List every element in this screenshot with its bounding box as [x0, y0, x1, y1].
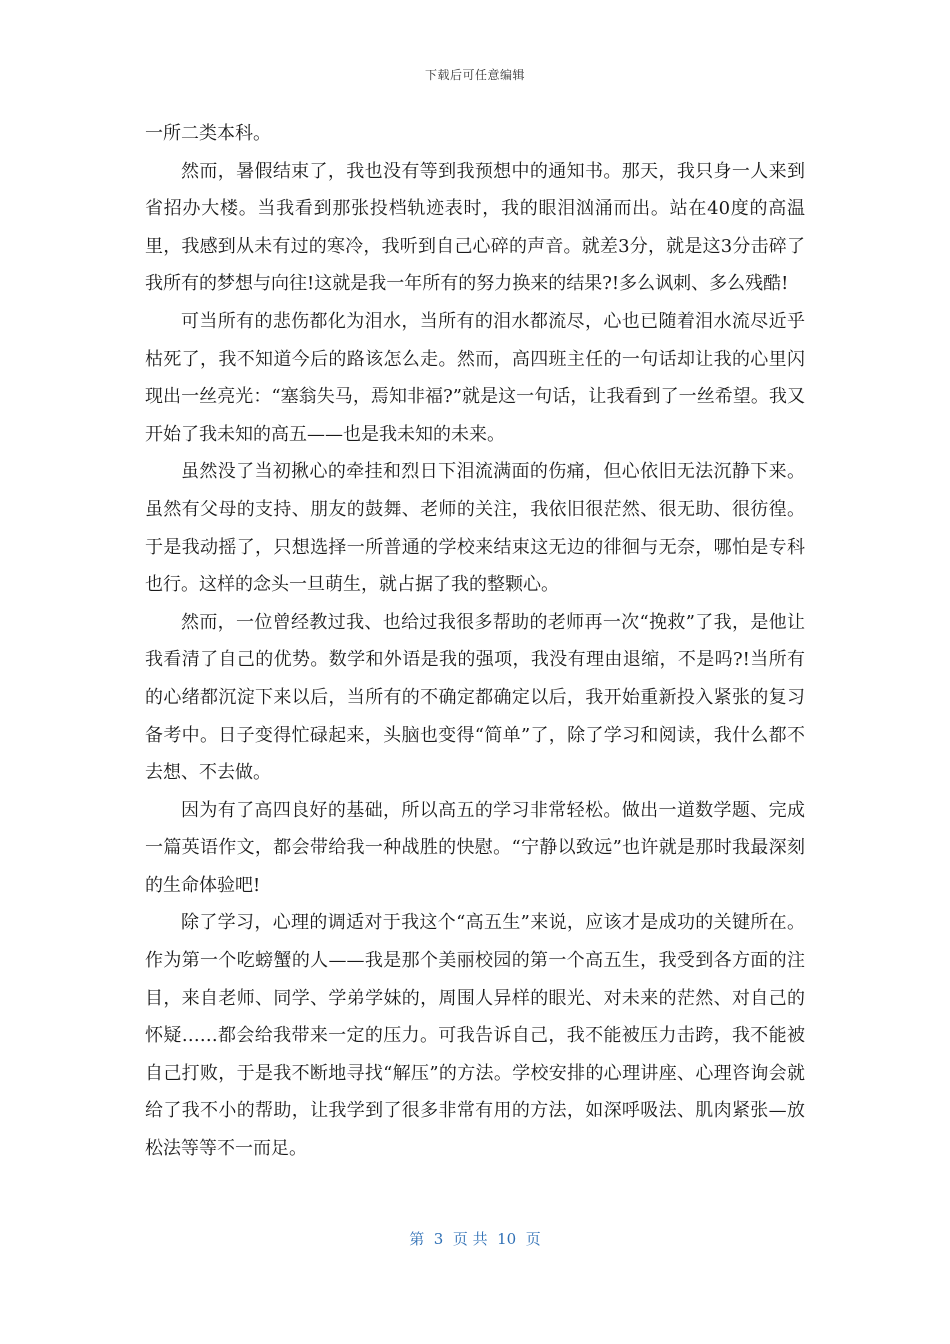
paragraph: 因为有了高四良好的基础，所以高五的学习非常轻松。做出一道数学题、完成一篇英语作文，都会带给我一种战胜的快慰。“宁静以致远”也许就是那时我最深刻的生命体验吧!	[145, 799, 805, 896]
paragraph: 然而，一位曾经教过我、也给过我很多帮助的老师再一次“挽救”了我，是他让我看清了自己的优势。数学和外语是我的强项，我没有理由退缩，不是吗?!当所有的心绪都沉淀下来以后，当所有的不确定都确定以后，我开始重新投入紧张的复习备考中。日子变得忙碌起来，头脑也变得“简单”了，除了学习和阅读，我什么都不去想、不去做。	[145, 611, 805, 784]
paragraph: 可当所有的悲伤都化为泪水，当所有的泪水都流尽，心也已随着泪水流尽近乎枯死了，我不知道今后的路该怎么走。然而，高四班主任的一句话却让我的心里闪现出一丝亮光：“塞翁失马，焉知非福?”就是这一句话，让我看到了一丝希望。我又开始了我未知的高五——也是我未知的未来。	[145, 310, 805, 445]
page-header: 下载后可任意编辑	[424, 68, 525, 82]
paragraph: 虽然没了当初揪心的牵挂和烈日下泪流满面的伤痛，但心依旧无法沉静下来。虽然有父母的支持、朋友的鼓舞、老师的关注，我依旧很茫然、很无助、很彷徨。于是我动摇了，只想选择一所普通的学校来结束这无边的徘徊与无奈，哪怕是专科也行。这样的念头一旦萌生，就占据了我的整颗心。	[145, 461, 805, 596]
document-body	[145, 115, 805, 1168]
paragraph: 除了学习，心理的调适对于我这个“高五生”来说，应该才是成功的关键所在。作为第一个吃螃蟹的人——我是那个美丽校园的第一个高五生，我受到各方面的注目，来自老师、同学、学弟学妹的，周围人异样的眼光、对未来的茫然、对自己的怀疑……都会给我带来一定的压力。可我告诉自己，我不能被压力击跨，我不能被自己打败，于是我不断地寻找“解压”的方法。学校安排的心理讲座、心理咨询会就给了我不小的帮助，让我学到了很多非常有用的方法，如深呼吸法、肌肉紧张—放松法等等不一而足。	[145, 912, 805, 1160]
paragraph-continuation: 一所二类本科。	[145, 123, 271, 144]
page-number-footer: 第 3 页 共 10 页	[409, 1230, 541, 1248]
paragraph: 然而，暑假结束了，我也没有等到我预想中的通知书。那天，我只身一人来到省招办大楼。当我看到那张投档轨迹表时，我的眼泪汹涌而出。站在40度的高温里，我感到从未有过的寒冷，我听到自己心碎的声音。就差3分，就是这3分击碎了我所有的梦想与向往!这就是我一年所有的努力换来的结果?!多么讽刺、多么残酷!	[145, 160, 805, 295]
